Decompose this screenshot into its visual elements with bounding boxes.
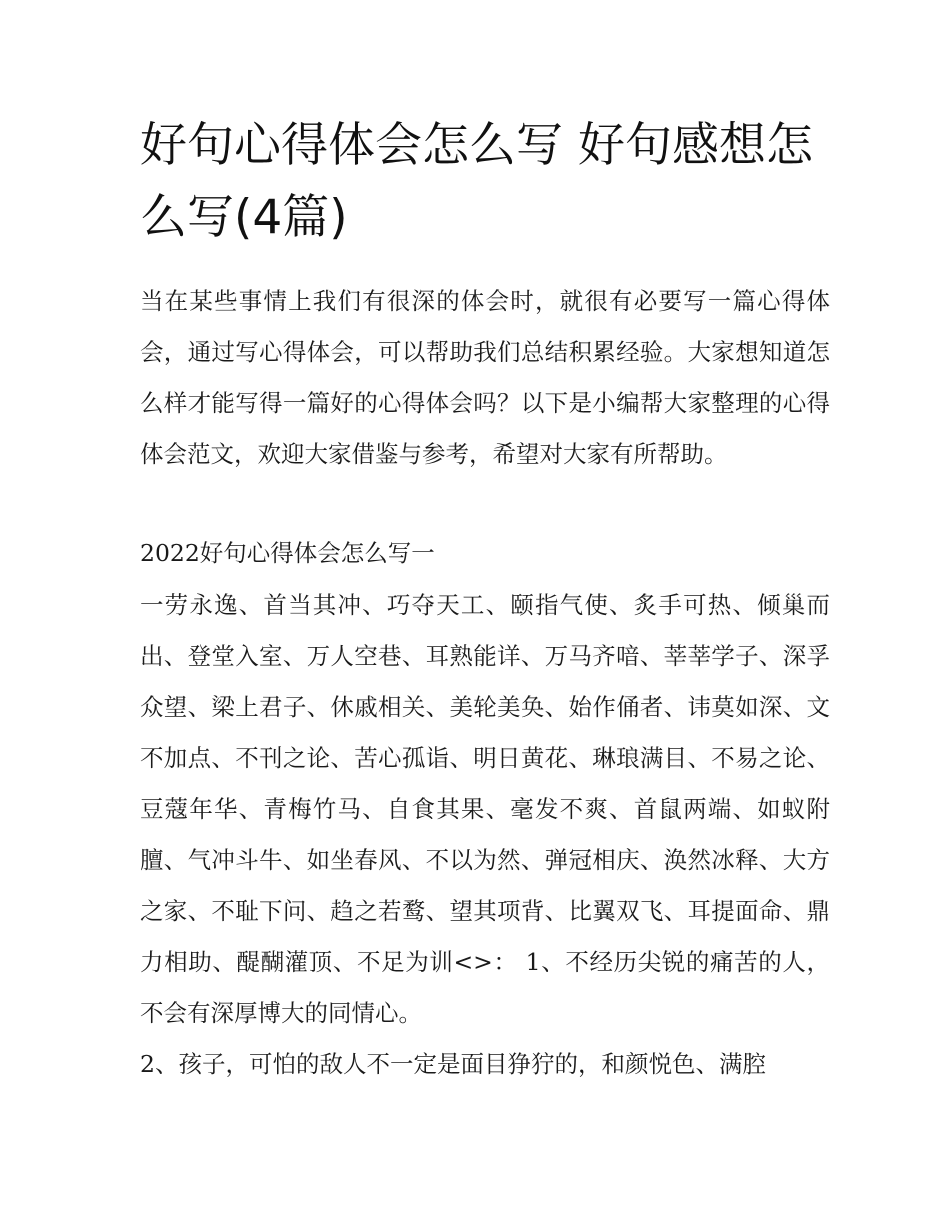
quote-paragraph: 2、孩子，可怕的敌人不一定是面目狰狞的，和颜悦色、满腔 — [140, 1050, 766, 1078]
intro-paragraph — [140, 276, 830, 480]
idioms-paragraph: 一劳永逸、首当其冲、巧夺天工、颐指气使、炙手可热、倾巢而出、登堂入室、万人空巷、耳熟能详、万马齐喑、莘莘学子、深孚众望、梁上君子、休戚相关、美轮美奂、始作俑者、讳莫如深、文不加点、不刊之论、苦心孤诣、明日黄花、琳琅满目、不易之论、豆蔻年华、青梅竹马、自食其果、毫发不爽、首鼠两端、如蚁附膻、气冲斗牛、如坐春风、不以为然、弹冠相庆、涣然冰释、大方之家、不耻下问、趋之若鹜、望其项背、比翼双飞、耳提面命、鼎力相助、醍醐灌顶、不足为训<>： 1、不经历尖锐的痛苦的人，不会有深厚博大的同情心。 — [140, 591, 830, 1027]
intro-text: 当在某些事情上我们有很深的体会时，就很有必要写一篇心得体会，通过写心得体会，可以帮助我们总结积累经验。大家想知道怎么样才能写得一篇好的心得体会吗？以下是小编帮大家整理的心得体会范文，欢迎大家借鉴与参考，希望对大家有所帮助。 — [140, 287, 830, 468]
content-block — [140, 580, 830, 1090]
document-title: 好句心得体会怎么写 好句感想怎么写(4篇) — [140, 118, 813, 245]
section-heading-text: 2022好句心得体会怎么写一 — [140, 539, 435, 567]
section-heading — [140, 528, 830, 579]
